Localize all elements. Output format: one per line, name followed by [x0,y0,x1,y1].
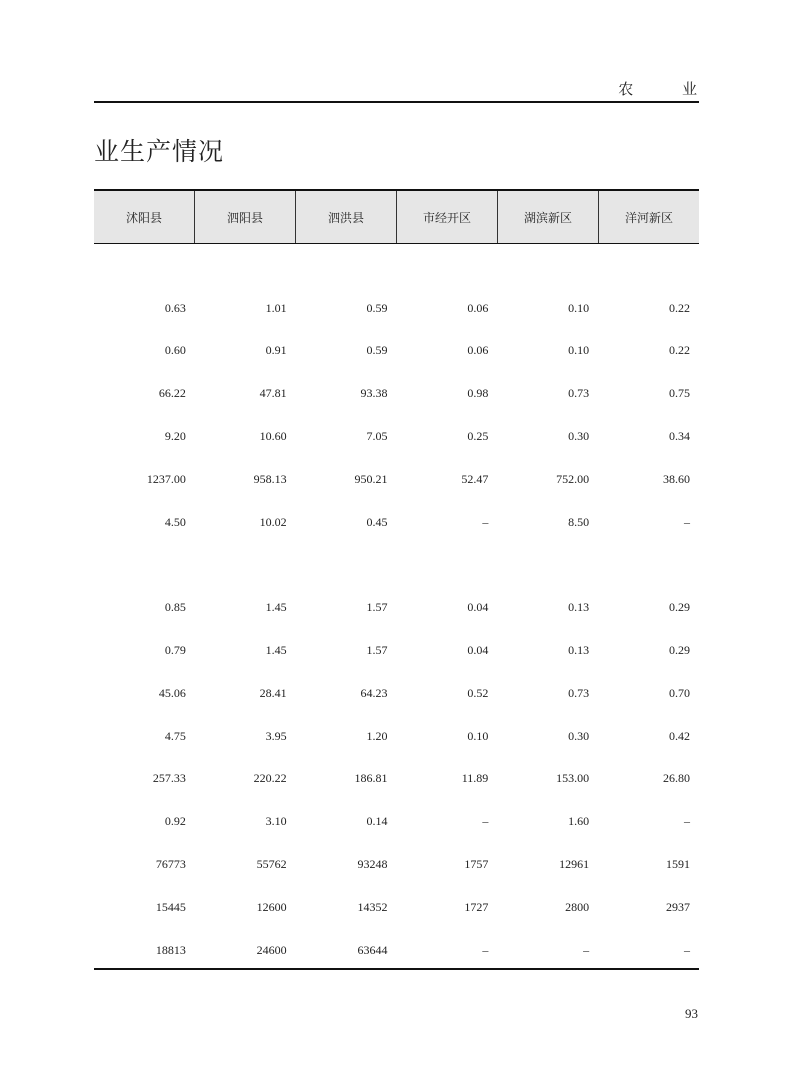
table-cell: 26.80 [662,771,690,786]
table-cell: 7.05 [366,429,388,444]
table-cell: 257.33 [152,771,186,786]
table-cell: 1591 [665,857,690,872]
table-cell: – [683,942,690,957]
table-cell: 52.47 [461,471,489,486]
table-cell: – [683,514,690,529]
table-cell: – [583,942,590,957]
table-cell: 11.89 [461,771,489,786]
column-header: 泗阳县 [194,191,295,243]
table-cell: 3.10 [265,814,287,829]
table-row [94,372,699,415]
table-cell: 0.79 [164,643,186,658]
data-table [94,189,699,972]
column-header: 洋河新区 [598,191,699,243]
table-row [94,758,699,801]
table-cell: 0.63 [164,300,186,315]
page-number: 93 [685,1006,698,1021]
table-row [94,715,699,758]
table-cell: 0.22 [668,343,690,358]
table-cell: 24600 [256,942,287,957]
table-cell: 0.59 [366,300,388,315]
table-cell: 0.06 [467,343,489,358]
table-cell: 0.60 [164,343,186,358]
table-cell: 0.04 [467,643,489,658]
table-row [94,330,699,373]
table-body [94,244,699,972]
table-cell: 8.50 [568,514,590,529]
table-row [94,929,699,972]
table-cell: 0.34 [668,429,690,444]
table-row [94,458,699,501]
table-cell: 0.10 [467,728,489,743]
table-cell: 63644 [357,942,388,957]
table-row [94,800,699,843]
table-cell: 2937 [665,899,690,914]
table-cell: 958.13 [253,471,287,486]
table-cell: 0.30 [568,728,590,743]
table-row [94,886,699,929]
table-cell: 0.06 [467,300,489,315]
table-cell: 9.20 [164,429,186,444]
table-cell: 28.41 [259,685,287,700]
table-cell: 0.59 [366,343,388,358]
table-cell: 0.14 [366,814,388,829]
table-cell: 55762 [256,857,287,872]
column-header: 市经开区 [396,191,497,243]
table-cell: 93.38 [360,386,388,401]
table-row [94,287,699,330]
table-cell: 0.52 [467,685,489,700]
table-cell: 153.00 [556,771,590,786]
table-row [94,586,699,629]
table-cell: – [482,814,489,829]
table-cell: 10.02 [259,514,287,529]
table-cell: 1727 [464,899,489,914]
column-header: 湖滨新区 [497,191,598,243]
table-cell: 0.29 [668,600,690,615]
section-header: 农 业 [618,80,719,98]
table-cell: 4.75 [164,728,186,743]
table-cell: 1.20 [366,728,388,743]
table-cell: 3.95 [265,728,287,743]
header-rule [94,101,699,103]
page-title: 业生产情况 [94,137,225,166]
table-cell: 0.25 [467,429,489,444]
table-cell: 38.60 [662,471,690,486]
column-header: 沭阳县 [125,210,162,225]
table-cell: 0.13 [568,643,590,658]
table-cell: 1.57 [366,643,388,658]
table-cell: 0.85 [164,600,186,615]
table-cell: 0.70 [668,685,690,700]
table-cell: 1.45 [265,643,287,658]
table-cell: 0.29 [668,643,690,658]
table-row [94,501,699,544]
table-cell: 0.75 [668,386,690,401]
table-cell: 0.22 [668,300,690,315]
table-cell: 0.98 [467,386,489,401]
table-row [94,415,699,458]
table-row [94,629,699,672]
table-cell: 14352 [357,899,388,914]
table-cell: 0.04 [467,600,489,615]
table-cell: 1237.00 [146,471,186,486]
table-cell: 0.73 [568,386,590,401]
table-cell: 15445 [155,899,186,914]
table-cell: 1.57 [366,600,388,615]
table-cell: 66.22 [158,386,186,401]
table-cell: 76773 [155,857,186,872]
table-cell: 64.23 [360,685,388,700]
table-cell: 12600 [256,899,287,914]
table-cell: 0.45 [366,514,388,529]
table-cell: 1.60 [568,814,590,829]
table-header-row [94,189,699,244]
table-cell: 4.50 [164,514,186,529]
table-cell: 752.00 [556,471,590,486]
table-cell: 0.92 [164,814,186,829]
column-header: 泗洪县 [295,191,396,243]
table-cell: 950.21 [354,471,388,486]
table-cell: 0.10 [568,343,590,358]
table-cell: 1.01 [265,300,287,315]
table-cell: 1.45 [265,600,287,615]
table-cell: 0.13 [568,600,590,615]
table-cell: 1757 [464,857,489,872]
table-cell: 47.81 [259,386,287,401]
table-cell: – [683,814,690,829]
table-row [94,843,699,886]
table-cell: 18813 [155,942,186,957]
table-cell: – [482,942,489,957]
table-cell: 2800 [565,899,590,914]
table-row [94,244,699,287]
table-cell: 12961 [559,857,590,872]
table-cell: 93248 [357,857,388,872]
table-cell: 220.22 [253,771,287,786]
table-cell: 0.30 [568,429,590,444]
table-row [94,544,699,587]
table-bottom-rule [94,968,699,970]
table-cell: 45.06 [158,685,186,700]
table-cell: 186.81 [354,771,388,786]
table-cell: 0.10 [568,300,590,315]
table-cell: 0.91 [265,343,287,358]
table-cell: 0.73 [568,685,590,700]
table-cell: – [482,514,489,529]
table-cell: 0.42 [668,728,690,743]
table-row [94,672,699,715]
table-cell: 10.60 [259,429,287,444]
